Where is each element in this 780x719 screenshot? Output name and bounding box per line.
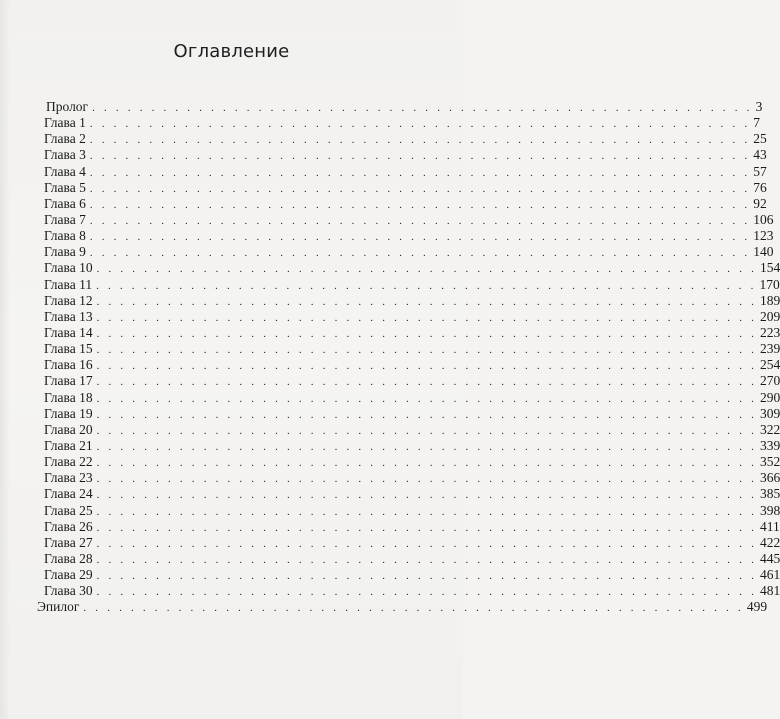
toc-entry-page-number: 123 [753,228,774,244]
toc-entry-page-number: 239 [760,341,780,357]
toc-entry-label: Глава 5 [44,179,86,195]
toc-entry-page-number: 366 [760,470,780,486]
toc-entry-label: Глава 7 [44,211,86,227]
dot-leader: . . . . . . . . . . . . . . . . . . . . . . . . . . . . . . . . . . . . . . . . . . . . . . . . . . . . . . . . [96,457,758,470]
dot-leader: . . . . . . . . . . . . . . . . . . . . . . . . . . . . . . . . . . . . . . . . . . . . . . . . . . . . . . . . [89,182,751,195]
toc-entry-page-number: 322 [760,421,780,437]
toc-entry [44,470,780,486]
toc-entry-label: Глава 17 [44,373,93,389]
toc-entry-page-number: 57 [753,163,767,179]
toc-entry [44,260,780,276]
toc-entry-page-number: 309 [760,405,780,421]
dot-leader: . . . . . . . . . . . . . . . . . . . . . . . . . . . . . . . . . . . . . . . . . . . . . . . . . . . . . . . . [96,440,758,453]
dot-leader: . . . . . . . . . . . . . . . . . . . . . . . . . . . . . . . . . . . . . . . . . . . . . . . . . . . . . . . . [96,408,758,421]
toc-entry-page-number: 445 [760,550,780,566]
toc-entry [44,357,780,373]
toc-entry-page-number: 461 [760,567,780,583]
toc-entry [44,373,780,389]
toc-entry [44,486,780,502]
dot-leader: . . . . . . . . . . . . . . . . . . . . . . . . . . . . . . . . . . . . . . . . . . . . . . . . . . . . . . . . [89,134,751,147]
dot-leader: . . . . . . . . . . . . . . . . . . . . . . . . . . . . . . . . . . . . . . . . . . . . . . . . . . . . . . . . [96,344,758,357]
toc-entry [44,405,780,422]
dot-leader: . . . . . . . . . . . . . . . . . . . . . . . . . . . . . . . . . . . . . . . . . . . . . . . . . . . . . . . . [96,360,758,373]
dot-leader: . . . . . . . . . . . . . . . . . . . . . . . . . . . . . . . . . . . . . . . . . . . . . . . . . . . . . . . . [92,102,753,114]
page-gutter-shadow [0,0,10,719]
toc-entry-page-number: 209 [760,308,780,324]
toc-entry-label: Глава 23 [44,470,93,486]
toc-entry-page-number: 422 [760,534,780,550]
toc-entry [44,115,761,131]
dot-leader: . . . . . . . . . . . . . . . . . . . . . . . . . . . . . . . . . . . . . . . . . . . . . . . . . . . . . . . . [96,505,758,518]
toc-entry-page-number: 481 [760,583,780,599]
toc-entry-label: Пролог [46,99,89,114]
toc-entry-label: Глава 15 [44,341,93,357]
dot-leader: . . . . . . . . . . . . . . . . . . . . . . . . . . . . . . . . . . . . . . . . . . . . . . . . . . . . . . . . [89,150,751,163]
toc-entry-page-number: 92 [753,195,767,211]
toc-entry-page-number: 352 [760,454,780,470]
toc-entry-label: Глава 30 [44,583,93,599]
toc-entry-label: Глава 2 [44,131,86,147]
dot-leader: . . . . . . . . . . . . . . . . . . . . . . . . . . . . . . . . . . . . . . . . . . . . . . . . . . . . . . . . [96,537,758,550]
dot-leader: . . . . . . . . . . . . . . . . . . . . . . . . . . . . . . . . . . . . . . . . . . . . . . . . . . . . . . . . [96,424,758,437]
toc-entry-page-number: 398 [760,502,780,518]
toc-entry [44,421,780,438]
toc-entry [44,389,780,406]
toc-entry-page-number: 140 [753,244,774,260]
toc-entry-label: Глава 29 [44,567,93,583]
toc-entry-page-number: 270 [760,373,780,389]
dot-leader: . . . . . . . . . . . . . . . . . . . . . . . . . . . . . . . . . . . . . . . . . . . . . . . . . . . . . . . . [89,198,751,211]
toc-entry [44,341,780,357]
dot-leader: . . . . . . . . . . . . . . . . . . . . . . . . . . . . . . . . . . . . . . . . . . . . . . . . . . . . . . . . [83,602,744,615]
toc-entry [44,276,780,293]
toc-entry-page-number: 76 [753,179,767,195]
toc-entry [44,502,780,519]
toc-entry-page-number: 499 [746,599,768,615]
toc-entry-label: Глава 1 [44,115,86,131]
toc-entry-label: Глава 16 [44,357,93,373]
dot-leader: . . . . . . . . . . . . . . . . . . . . . . . . . . . . . . . . . . . . . . . . . . . . . . . . . . . . . . . . [89,166,751,179]
toc-entry [37,599,768,615]
toc-entry-label: Глава 10 [44,260,93,276]
toc-entry-page-number: 290 [760,389,780,405]
toc-entry-page-number: 3 [755,99,763,114]
toc-entry-page-number: 43 [753,147,767,163]
dot-leader: . . . . . . . . . . . . . . . . . . . . . . . . . . . . . . . . . . . . . . . . . . . . . . . . . . . . . . . . [89,231,751,244]
toc-entry [44,228,774,244]
toc-entry-label: Глава 14 [44,324,93,340]
toc-entry-label: Глава 19 [44,405,93,421]
toc-entry-page-number: 25 [753,131,767,147]
toc-entry-label: Глава 3 [44,147,86,163]
toc-entry [44,131,767,147]
toc-entry-page-number: 189 [760,292,780,308]
toc-entry [44,179,767,196]
toc-entry-page-number: 411 [760,518,780,534]
toc-entry-page-number: 106 [753,211,774,227]
toc-entry [44,244,774,260]
dot-leader: . . . . . . . . . . . . . . . . . . . . . . . . . . . . . . . . . . . . . . . . . . . . . . . . . . . . . . . . [89,247,751,260]
toc-entry-label: Глава 27 [44,534,93,550]
toc-entry-label: Глава 24 [44,486,93,502]
toc-entry-label: Глава 22 [44,454,93,470]
toc-entry [44,583,780,599]
toc-entry-page-number: 339 [760,437,780,453]
dot-leader: . . . . . . . . . . . . . . . . . . . . . . . . . . . . . . . . . . . . . . . . . . . . . . . . . . . . . . . . [96,311,758,324]
toc-entry-label: Глава 8 [44,228,86,244]
dot-leader: . . . . . . . . . . . . . . . . . . . . . . . . . . . . . . . . . . . . . . . . . . . . . . . . . . . . . . . . [96,586,758,599]
dot-leader: . . . . . . . . . . . . . . . . . . . . . . . . . . . . . . . . . . . . . . . . . . . . . . . . . . . . . . . . [96,376,758,389]
toc-entry-label: Глава 6 [44,195,86,211]
toc-entry [44,550,780,567]
dot-leader: . . . . . . . . . . . . . . . . . . . . . . . . . . . . . . . . . . . . . . . . . . . . . . . . . . . . . . . . [96,279,757,292]
dot-leader: . . . . . . . . . . . . . . . . . . . . . . . . . . . . . . . . . . . . . . . . . . . . . . . . . . . . . . . . [96,327,758,340]
toc-entry-label: Глава 21 [44,437,93,453]
toc-entry-label: Глава 28 [44,550,93,566]
dot-leader: . . . . . . . . . . . . . . . . . . . . . . . . . . . . . . . . . . . . . . . . . . . . . . . . . . . . . . . . [89,118,751,131]
dot-leader: . . . . . . . . . . . . . . . . . . . . . . . . . . . . . . . . . . . . . . . . . . . . . . . . . . . . . . . . [96,521,758,534]
toc-entry-page-number: 170 [759,276,780,292]
dot-leader: . . . . . . . . . . . . . . . . . . . . . . . . . . . . . . . . . . . . . . . . . . . . . . . . . . . . . . . . [96,553,758,566]
toc-entry-label: Глава 4 [44,163,86,179]
toc-entry [44,518,780,535]
dot-leader: . . . . . . . . . . . . . . . . . . . . . . . . . . . . . . . . . . . . . . . . . . . . . . . . . . . . . . . . [96,295,758,308]
toc-entry [44,324,780,341]
toc-entry-label: Эпилог [37,599,80,615]
toc-entry [44,437,780,454]
toc-entry-label: Глава 20 [44,421,93,437]
toc-entry-page-number: 385 [760,486,780,502]
toc-entry [44,567,780,583]
toc-entry-label: Глава 13 [44,308,93,324]
toc-entry [44,211,774,228]
toc-entry [44,454,780,470]
toc-entry-page-number: 7 [753,115,761,131]
toc-entry-page-number: 223 [760,324,780,340]
toc-entry-label: Глава 26 [44,518,93,534]
toc-entry [44,147,767,163]
toc-entry [46,99,763,115]
toc-entry-page-number: 154 [760,260,780,276]
toc-entry [44,163,767,180]
dot-leader: . . . . . . . . . . . . . . . . . . . . . . . . . . . . . . . . . . . . . . . . . . . . . . . . . . . . . . . . [96,473,758,486]
dot-leader: . . . . . . . . . . . . . . . . . . . . . . . . . . . . . . . . . . . . . . . . . . . . . . . . . . . . . . . . [96,489,758,502]
table-of-contents [37,99,780,616]
dot-leader: . . . . . . . . . . . . . . . . . . . . . . . . . . . . . . . . . . . . . . . . . . . . . . . . . . . . . . . . [89,214,751,227]
toc-entry [44,195,767,212]
toc-entry-label: Глава 11 [44,276,93,292]
toc-entry-label: Глава 25 [44,502,93,518]
toc-entry [44,534,780,551]
page-title: Оглавление [173,41,290,62]
dot-leader: . . . . . . . . . . . . . . . . . . . . . . . . . . . . . . . . . . . . . . . . . . . . . . . . . . . . . . . . [96,570,758,583]
dot-leader: . . . . . . . . . . . . . . . . . . . . . . . . . . . . . . . . . . . . . . . . . . . . . . . . . . . . . . . . [96,263,758,276]
toc-entry-label: Глава 18 [44,389,93,405]
toc-entry [44,308,780,325]
toc-entry [44,292,780,309]
toc-entry-label: Глава 12 [44,292,93,308]
dot-leader: . . . . . . . . . . . . . . . . . . . . . . . . . . . . . . . . . . . . . . . . . . . . . . . . . . . . . . . . [96,392,758,405]
toc-entry-page-number: 254 [760,357,780,373]
toc-entry-label: Глава 9 [44,244,86,260]
